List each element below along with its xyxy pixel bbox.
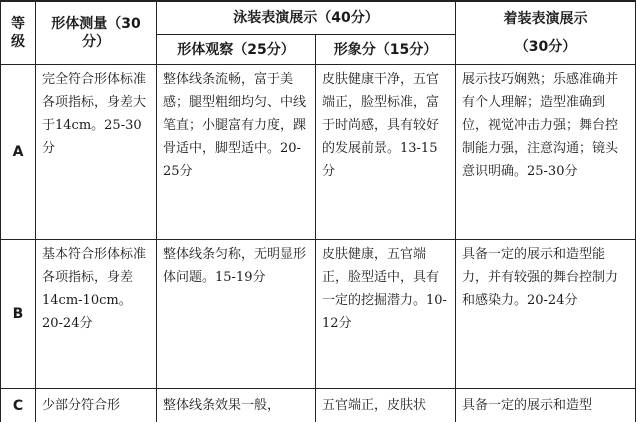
rule-header-bottom	[0, 64, 636, 65]
grade-a	[1, 65, 35, 239]
rule-col-4	[455, 0, 456, 422]
header-grade	[1, 2, 35, 64]
row-c-shape: 整体线条效果一般，	[163, 398, 281, 413]
header-shape-observe-text: 形体观察（25分）	[177, 41, 295, 58]
rule-row-b-bottom	[0, 388, 636, 389]
rule-top	[0, 0, 636, 2]
grade-b-label: B	[12, 306, 24, 322]
row-b-body: 基本符合形体标准各项指标，身差14cm-10cm。20-24分	[42, 247, 147, 331]
header-swimsuit-text: 泳装表演展示（40分）	[233, 10, 379, 26]
rule-row-a-bottom	[0, 239, 636, 240]
header-body-measure	[36, 2, 156, 64]
rule-col-3	[315, 34, 316, 422]
row-a-image: 皮肤健康干净，五官端正，脸型标准，富于时尚感，具有较好的发展前景。13-15分	[322, 72, 440, 179]
header-body-measure-text: 形体测量（30分）	[51, 16, 141, 50]
header-image-score-text: 形象分（15分）	[333, 41, 438, 58]
row-b-image: 皮肤健康，五官端正，脸型适中，具有一定的挖掘潜力。10-12分	[322, 247, 447, 331]
grade-a-label: A	[12, 144, 24, 160]
header-shape-observe	[157, 35, 315, 64]
rule-sub-header	[156, 34, 456, 35]
row-a-shape: 整体线条流畅，富于美感；腿型粗细均匀、中线笔直；小腿富有力度，踝骨适中，脚型适中。20-25分	[163, 72, 307, 179]
rule-col-2	[156, 0, 157, 422]
header-image-score	[316, 35, 455, 64]
grade-c	[1, 389, 35, 422]
rule-col-1	[35, 0, 36, 422]
header-grade-text: 等级	[11, 16, 25, 50]
header-dress-text: 着装表演展示	[503, 11, 588, 27]
row-c-body: 少部分符合形	[42, 398, 121, 413]
row-b-dress: 具备一定的展示和造型能力，并有较强的舞台控制力和感染力。20-24分	[462, 247, 619, 308]
rule-col-0	[0, 0, 1, 422]
header-dress-score-text: （30分）	[514, 39, 577, 55]
row-c-image: 五官端正，皮肤状	[322, 398, 427, 413]
row-a-body: 完全符合形体标准各项指标，身差大于14cm。25-30分	[42, 72, 147, 156]
row-b-shape: 整体线条匀称，无明显形体问题。15-19分	[163, 247, 307, 285]
header-swimsuit	[157, 2, 455, 34]
grade-c-label: C	[12, 397, 24, 414]
header-dress	[456, 2, 635, 64]
row-c-dress: 具备一定的展示和造型	[462, 398, 593, 413]
row-a-dress: 展示技巧娴熟；乐感准确并有个人理解；造型准确到位，视觉冲击力强；舞台控制能力强，注意沟通；镜头意识明确。25-30分	[462, 72, 619, 179]
grade-b	[1, 240, 35, 388]
